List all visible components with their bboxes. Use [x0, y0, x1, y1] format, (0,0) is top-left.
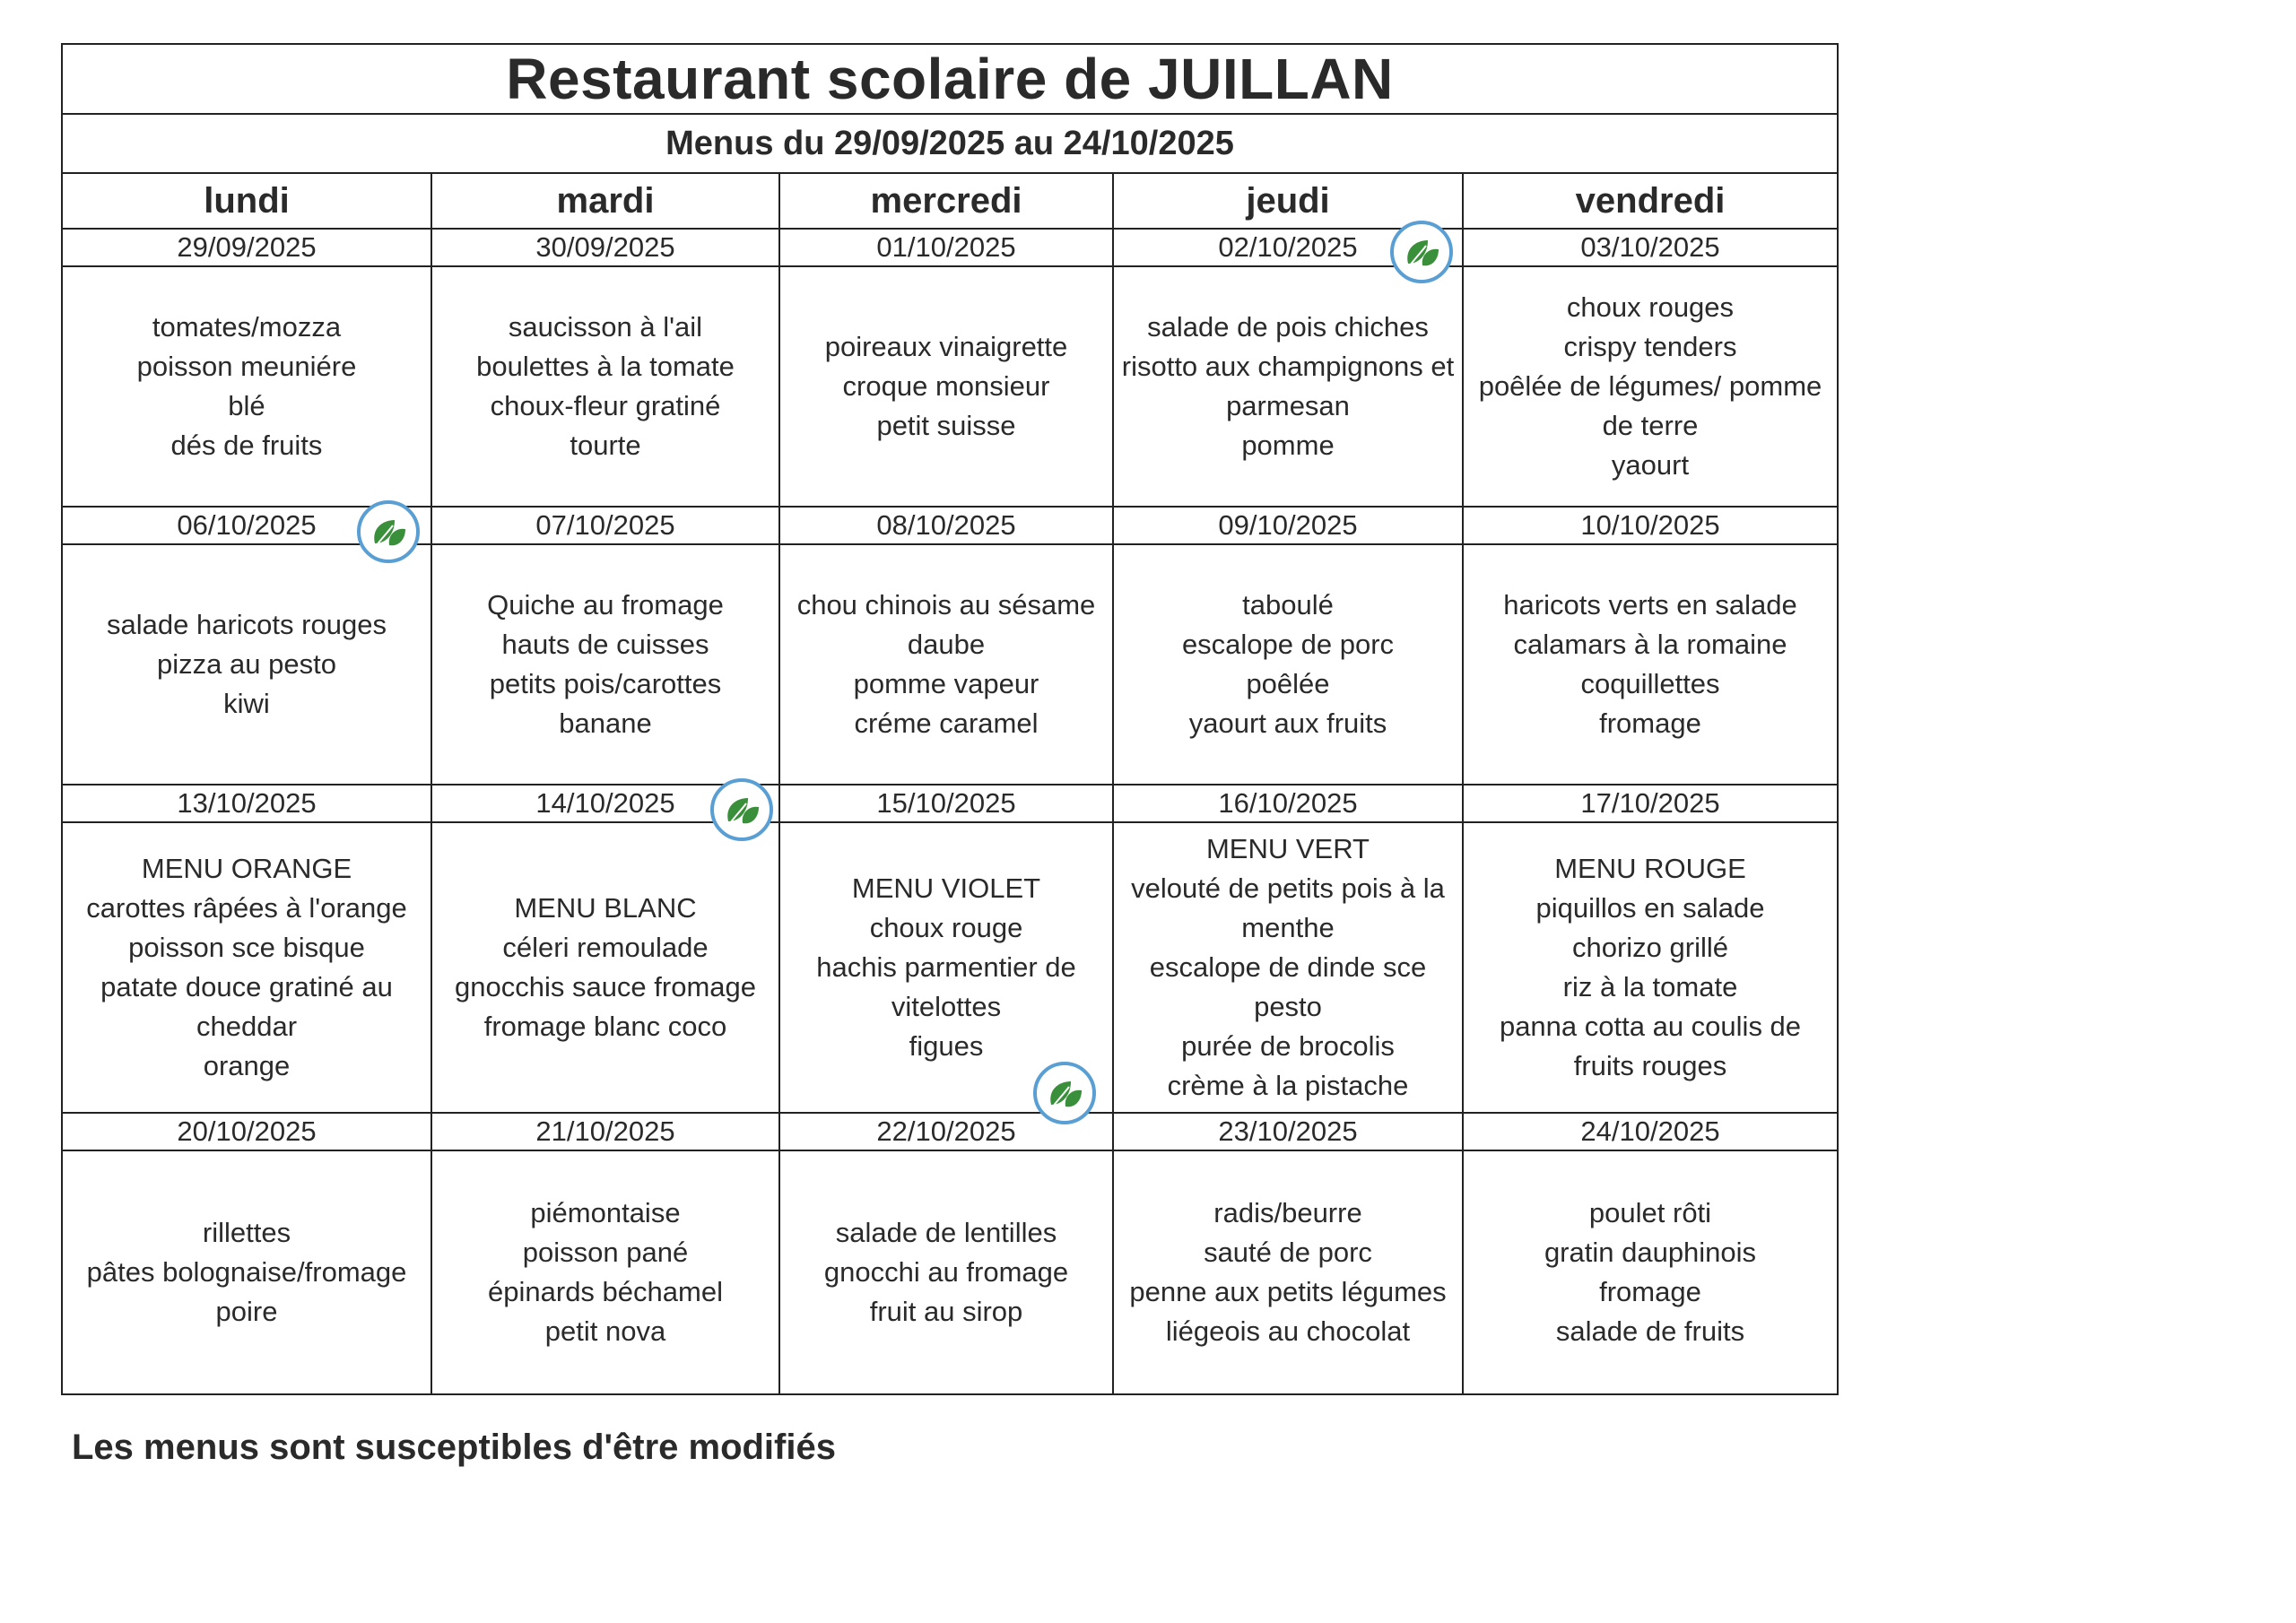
menu-item: blé: [228, 390, 265, 421]
menu-cell: [432, 823, 780, 1114]
menu-item: salade de lentilles: [835, 1217, 1057, 1248]
menu-item: Quiche au fromage: [487, 589, 724, 621]
date-cell: 30/09/2025: [432, 230, 780, 267]
date-row-week-1: [63, 230, 1837, 267]
menu-cell: [63, 545, 432, 785]
menu-item: velouté de petits pois à la: [1131, 872, 1445, 904]
menu-item: choux rouges: [1566, 291, 1735, 323]
menu-cell: [1464, 545, 1837, 785]
day-header-mercredi: mercredi: [780, 174, 1114, 230]
menu-item: petit suisse: [876, 410, 1016, 441]
date-row-week-3: [63, 785, 1837, 823]
menu-item: gratin dauphinois: [1544, 1237, 1757, 1268]
menu-cell: [780, 1151, 1114, 1393]
vegetarian-leaf-icon: [709, 777, 775, 843]
menu-item: panna cotta au coulis de: [1499, 1011, 1802, 1042]
date-cell: 24/10/2025: [1464, 1114, 1837, 1151]
menu-item: sauté de porc: [1204, 1237, 1372, 1268]
menu-item: pomme vapeur: [853, 668, 1039, 699]
menu-row-week-3: [63, 823, 1837, 1114]
menu-item: risotto aux champignons et: [1121, 351, 1455, 382]
menu-item: kiwi: [223, 688, 270, 719]
menu-item: fromage: [1599, 707, 1701, 739]
menu-item: poireaux vinaigrette: [824, 331, 1068, 362]
menu-cell: [432, 267, 780, 508]
menu-item: poisson pané: [522, 1237, 689, 1268]
menu-cell: [1464, 267, 1837, 508]
menu-item: radis/beurre: [1213, 1197, 1362, 1228]
menu-item: chou chinois au sésame: [796, 589, 1096, 621]
menu-item: poisson sce bisque: [128, 932, 365, 963]
menu-item: MENU ROUGE: [1554, 853, 1746, 884]
menu-item: salade de pois chiches: [1147, 311, 1429, 343]
menu-cell: [780, 267, 1114, 508]
menu-item: parmesan: [1226, 390, 1350, 421]
menu-item: pâtes bolognaise/fromage: [86, 1256, 407, 1288]
menu-item: gnocchi au fromage: [823, 1256, 1069, 1288]
disclaimer-note: Les menus sont susceptibles d'être modifiés: [72, 1428, 836, 1467]
menu-item: purée de brocolis: [1181, 1030, 1395, 1062]
menu-item: daube: [907, 629, 986, 660]
date-cell: 10/10/2025: [1464, 508, 1837, 545]
menu-item: de terre: [1602, 410, 1699, 441]
menu-item: tourte: [570, 430, 641, 461]
menu-item: dés de fruits: [170, 430, 323, 461]
menu-item: liégeois au chocolat: [1165, 1315, 1411, 1347]
menu-item: petit nova: [544, 1315, 666, 1347]
menu-cell: [1464, 823, 1837, 1114]
date-cell: 01/10/2025: [780, 230, 1114, 267]
menu-item: vitelottes: [891, 991, 1002, 1022]
menu-cell: [1114, 1151, 1464, 1393]
vegetarian-leaf-icon: [355, 499, 422, 565]
page-title: Restaurant scolaire de JUILLAN: [63, 45, 1837, 115]
day-header-jeudi: jeudi: [1114, 174, 1464, 230]
menu-cell: [432, 545, 780, 785]
menu-item: coquillettes: [1580, 668, 1720, 699]
menu-cell: [1114, 823, 1464, 1114]
menu-cell: [780, 545, 1114, 785]
vegetarian-leaf-icon: [1388, 219, 1455, 285]
menu-item: hachis parmentier de: [816, 951, 1076, 983]
menu-item: petits pois/carottes: [489, 668, 722, 699]
menu-cell: [63, 267, 432, 508]
menu-item: MENU ORANGE: [141, 853, 352, 884]
date-cell: 14/10/2025: [432, 785, 780, 823]
date-cell: 09/10/2025: [1114, 508, 1464, 545]
menu-cell: [63, 1151, 432, 1393]
menu-item: orange: [203, 1050, 291, 1081]
vegetarian-leaf-icon: [1031, 1060, 1098, 1126]
menu-item: tomates/mozza: [152, 311, 342, 343]
date-cell: 29/09/2025: [63, 230, 432, 267]
menu-item: banane: [559, 707, 652, 739]
date-cell: 02/10/2025: [1114, 230, 1464, 267]
day-header-mardi: mardi: [432, 174, 780, 230]
menu-item: MENU VIOLET: [851, 872, 1041, 904]
menu-item: patate douce gratiné au: [100, 971, 393, 1002]
menu-item: céleri remoulade: [502, 932, 709, 963]
menu-item: carottes râpées à l'orange: [86, 892, 407, 924]
menu-cell: [1114, 267, 1464, 508]
menu-item: crème à la pistache: [1167, 1070, 1409, 1101]
menu-item: poulet rôti: [1588, 1197, 1712, 1228]
menu-item: taboulé: [1242, 589, 1334, 621]
menu-item: yaourt: [1611, 449, 1690, 481]
menu-item: piquillos en salade: [1535, 892, 1765, 924]
day-header-vendredi: vendredi: [1464, 174, 1837, 230]
menu-item: poire: [215, 1296, 278, 1327]
date-cell: 08/10/2025: [780, 508, 1114, 545]
menu-item: piémontaise: [530, 1197, 681, 1228]
menu-item: pizza au pesto: [157, 648, 336, 680]
menu-item: yaourt aux fruits: [1188, 707, 1387, 739]
menu-item: penne aux petits légumes: [1129, 1276, 1447, 1307]
date-cell: 21/10/2025: [432, 1114, 780, 1151]
date-cell: 03/10/2025: [1464, 230, 1837, 267]
menu-item: fromage blanc coco: [483, 1011, 727, 1042]
menu-item: calamars à la romaine: [1513, 629, 1787, 660]
menu-item: salade haricots rouges: [107, 609, 387, 640]
date-cell: 20/10/2025: [63, 1114, 432, 1151]
menu-item: menthe: [1241, 912, 1335, 943]
menu-row-week-1: [63, 267, 1837, 508]
date-cell: 16/10/2025: [1114, 785, 1464, 823]
menu-item: épinards béchamel: [488, 1276, 723, 1307]
date-cell: 13/10/2025: [63, 785, 432, 823]
menu-item: boulettes à la tomate: [476, 351, 735, 382]
menu-item: gnocchis sauce fromage: [454, 971, 757, 1002]
menu-item: choux rouge: [869, 912, 1023, 943]
date-cell: 23/10/2025: [1114, 1114, 1464, 1151]
menu-item: escalope de dinde sce: [1149, 951, 1427, 983]
menu-cell: [432, 1151, 780, 1393]
menu-item: fromage: [1599, 1276, 1701, 1307]
date-cell: 17/10/2025: [1464, 785, 1837, 823]
menu-item: pesto: [1254, 991, 1322, 1022]
menu-item: saucisson à l'ail: [508, 311, 703, 343]
menu-row-week-2: [63, 545, 1837, 785]
menu-period: Menus du 29/09/2025 au 24/10/2025: [63, 115, 1837, 174]
date-cell: 07/10/2025: [432, 508, 780, 545]
menu-item: salade de fruits: [1555, 1315, 1745, 1347]
menu-item: poêlée de légumes/ pomme: [1478, 370, 1822, 402]
menu-item: poêlée: [1246, 668, 1330, 699]
menu-item: hauts de cuisses: [501, 629, 709, 660]
menu-item: haricots verts en salade: [1503, 589, 1797, 621]
menu-cell: [63, 823, 432, 1114]
date-cell: 06/10/2025: [63, 508, 432, 545]
menu-cell: [1114, 545, 1464, 785]
menu-item: escalope de porc: [1181, 629, 1395, 660]
day-header-lundi: lundi: [63, 174, 432, 230]
menu-item: fruit au sirop: [869, 1296, 1023, 1327]
menu-item: croque monsieur: [842, 370, 1050, 402]
menu-table: [61, 43, 1839, 1395]
menu-item: poisson meuniére: [136, 351, 357, 382]
menu-item: cheddar: [196, 1011, 298, 1042]
menu-item: choux-fleur gratiné: [490, 390, 721, 421]
menu-row-week-4: [63, 1151, 1837, 1393]
date-row-week-4: [63, 1114, 1837, 1151]
menu-item: créme caramel: [854, 707, 1039, 739]
date-row-week-2: [63, 508, 1837, 545]
menu-item: MENU VERT: [1205, 833, 1370, 864]
menu-item: MENU BLANC: [514, 892, 697, 924]
menu-item: rillettes: [202, 1217, 291, 1248]
date-cell: 22/10/2025: [780, 1114, 1114, 1151]
weekday-header-row: [63, 174, 1837, 230]
menu-item: riz à la tomate: [1562, 971, 1738, 1002]
menu-item: crispy tenders: [1563, 331, 1737, 362]
menu-cell: [1464, 1151, 1837, 1393]
menu-item: figues: [909, 1030, 984, 1062]
date-cell: 15/10/2025: [780, 785, 1114, 823]
menu-item: fruits rouges: [1573, 1050, 1727, 1081]
menu-item: chorizo grillé: [1571, 932, 1728, 963]
menu-item: pomme: [1241, 430, 1335, 461]
